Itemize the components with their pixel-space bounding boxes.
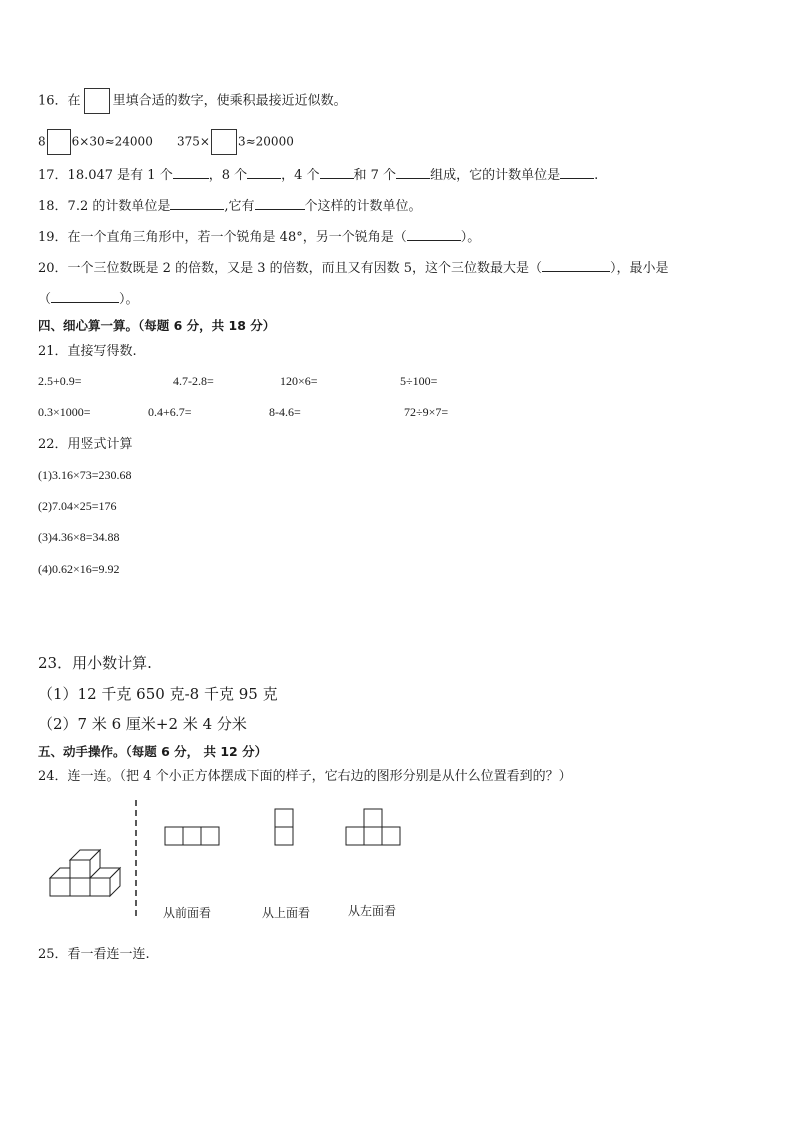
q18-text-b: ,它有 <box>224 199 255 214</box>
blank-1[interactable] <box>407 228 461 241</box>
question-17 <box>38 166 598 185</box>
label-left-view: 从左面看 <box>348 904 397 918</box>
blank-3[interactable] <box>320 166 354 179</box>
q19-text-b: ）。 <box>460 230 481 245</box>
blank-2[interactable] <box>247 166 281 179</box>
question-18 <box>38 197 422 216</box>
label-top-view: 从上面看 <box>262 906 311 920</box>
q22-item-4: (4)0.62×16=9.92 <box>38 562 120 576</box>
blank-1[interactable] <box>542 259 610 272</box>
item-a-prefix: 8 <box>38 134 46 149</box>
blank-5[interactable] <box>560 166 594 179</box>
calc-r2c4: 72÷9×7= <box>404 405 449 419</box>
item-b-suffix: 3≈20000 <box>237 134 294 149</box>
q17-text-e: 组成，它的计数单位是 <box>430 168 561 183</box>
calc-r1c4: 5÷100= <box>400 374 438 388</box>
blank-4[interactable] <box>396 166 430 179</box>
q20-text-d: ）。 <box>119 292 139 307</box>
question-16-number: 16． <box>38 93 68 109</box>
answer-box-a[interactable] <box>47 129 71 155</box>
calc-r2c2: 0.4+6.7= <box>148 405 192 419</box>
q20-text-a: 20．一个三位数既是 2 的倍数，又是 3 的倍数，而且又有因数 5，这个三位数最大是（ <box>38 261 543 276</box>
q23-item-1: （1）12 千克 650 克-8 千克 95 克 <box>38 685 278 703</box>
q17-text-c: ，4 个 <box>281 168 320 183</box>
q20-text-b: ），最小是 <box>610 261 669 276</box>
question-25-title: 25．看一看连一连. <box>38 947 150 962</box>
question-22-title: 22．用竖式计算 <box>38 437 133 452</box>
question-16 <box>38 88 347 114</box>
q18-text-c: 个这样的计数单位。 <box>304 199 422 214</box>
blank-2[interactable] <box>51 290 119 303</box>
calc-r1c3: 120×6= <box>280 374 318 388</box>
label-front-view: 从前面看 <box>163 906 212 920</box>
section-5-title: 五、动手操作。（每题 6 分， 共 12 分） <box>38 744 268 759</box>
item-b-prefix: 375× <box>177 134 210 149</box>
question-20 <box>38 259 669 278</box>
answer-box-b[interactable] <box>211 129 237 155</box>
top-view-figure <box>274 808 296 848</box>
question-19 <box>38 228 480 247</box>
q22-item-1: (1)3.16×73=230.68 <box>38 468 132 482</box>
cube-stack-figure <box>44 846 134 906</box>
front-view-figure <box>164 826 224 848</box>
q17-text-d: 和 7 个 <box>353 168 397 183</box>
section-4-title: 四、细心算一算。（每题 6 分，共 18 分） <box>38 318 276 333</box>
blank-1[interactable] <box>170 197 224 210</box>
question-20-cont <box>38 290 139 309</box>
question-16-item-a <box>38 129 153 155</box>
item-a-suffix: 6×30≈24000 <box>71 134 153 149</box>
q18-text-a: 18．7.2 的计数单位是 <box>38 199 171 214</box>
question-21-title: 21．直接写得数. <box>38 344 137 359</box>
q17-text-b: ，8 个 <box>208 168 248 183</box>
question-16-text: 里填合适的数字，使乘积最接近近似数。 <box>112 93 347 109</box>
q17-text-a: 17．18.047 是有 1 个 <box>38 168 173 183</box>
calc-r2c3: 8-4.6= <box>269 405 301 419</box>
question-16-pre: 在 <box>67 93 81 109</box>
q19-text-a: 19．在一个直角三角形中，若一个锐角是 48°，另一个锐角是（ <box>38 230 407 245</box>
q17-text-f: . <box>594 168 599 183</box>
q22-item-3: (3)4.36×8=34.88 <box>38 530 120 544</box>
q23-item-2: （2）7 米 6 厘米+2 米 4 分米 <box>38 715 247 733</box>
calc-r2c1: 0.3×1000= <box>38 405 91 419</box>
q20-text-c: （ <box>38 292 52 307</box>
left-view-figure <box>345 808 407 848</box>
q22-item-2: (2)7.04×25=176 <box>38 499 117 513</box>
calc-r1c1: 2.5+0.9= <box>38 374 82 388</box>
dashed-divider <box>134 800 138 920</box>
question-16-item-b <box>177 129 294 155</box>
question-24-title: 24．连一连。（把 4 个小正方体摆成下面的样子，它右边的图形分别是从什么位置看到的？） <box>38 769 572 784</box>
blank-1[interactable] <box>173 166 209 179</box>
blank-2[interactable] <box>255 197 305 210</box>
calc-r1c2: 4.7-2.8= <box>173 374 214 388</box>
question-23-title: 23．用小数计算. <box>38 654 152 672</box>
answer-box[interactable] <box>84 88 110 114</box>
